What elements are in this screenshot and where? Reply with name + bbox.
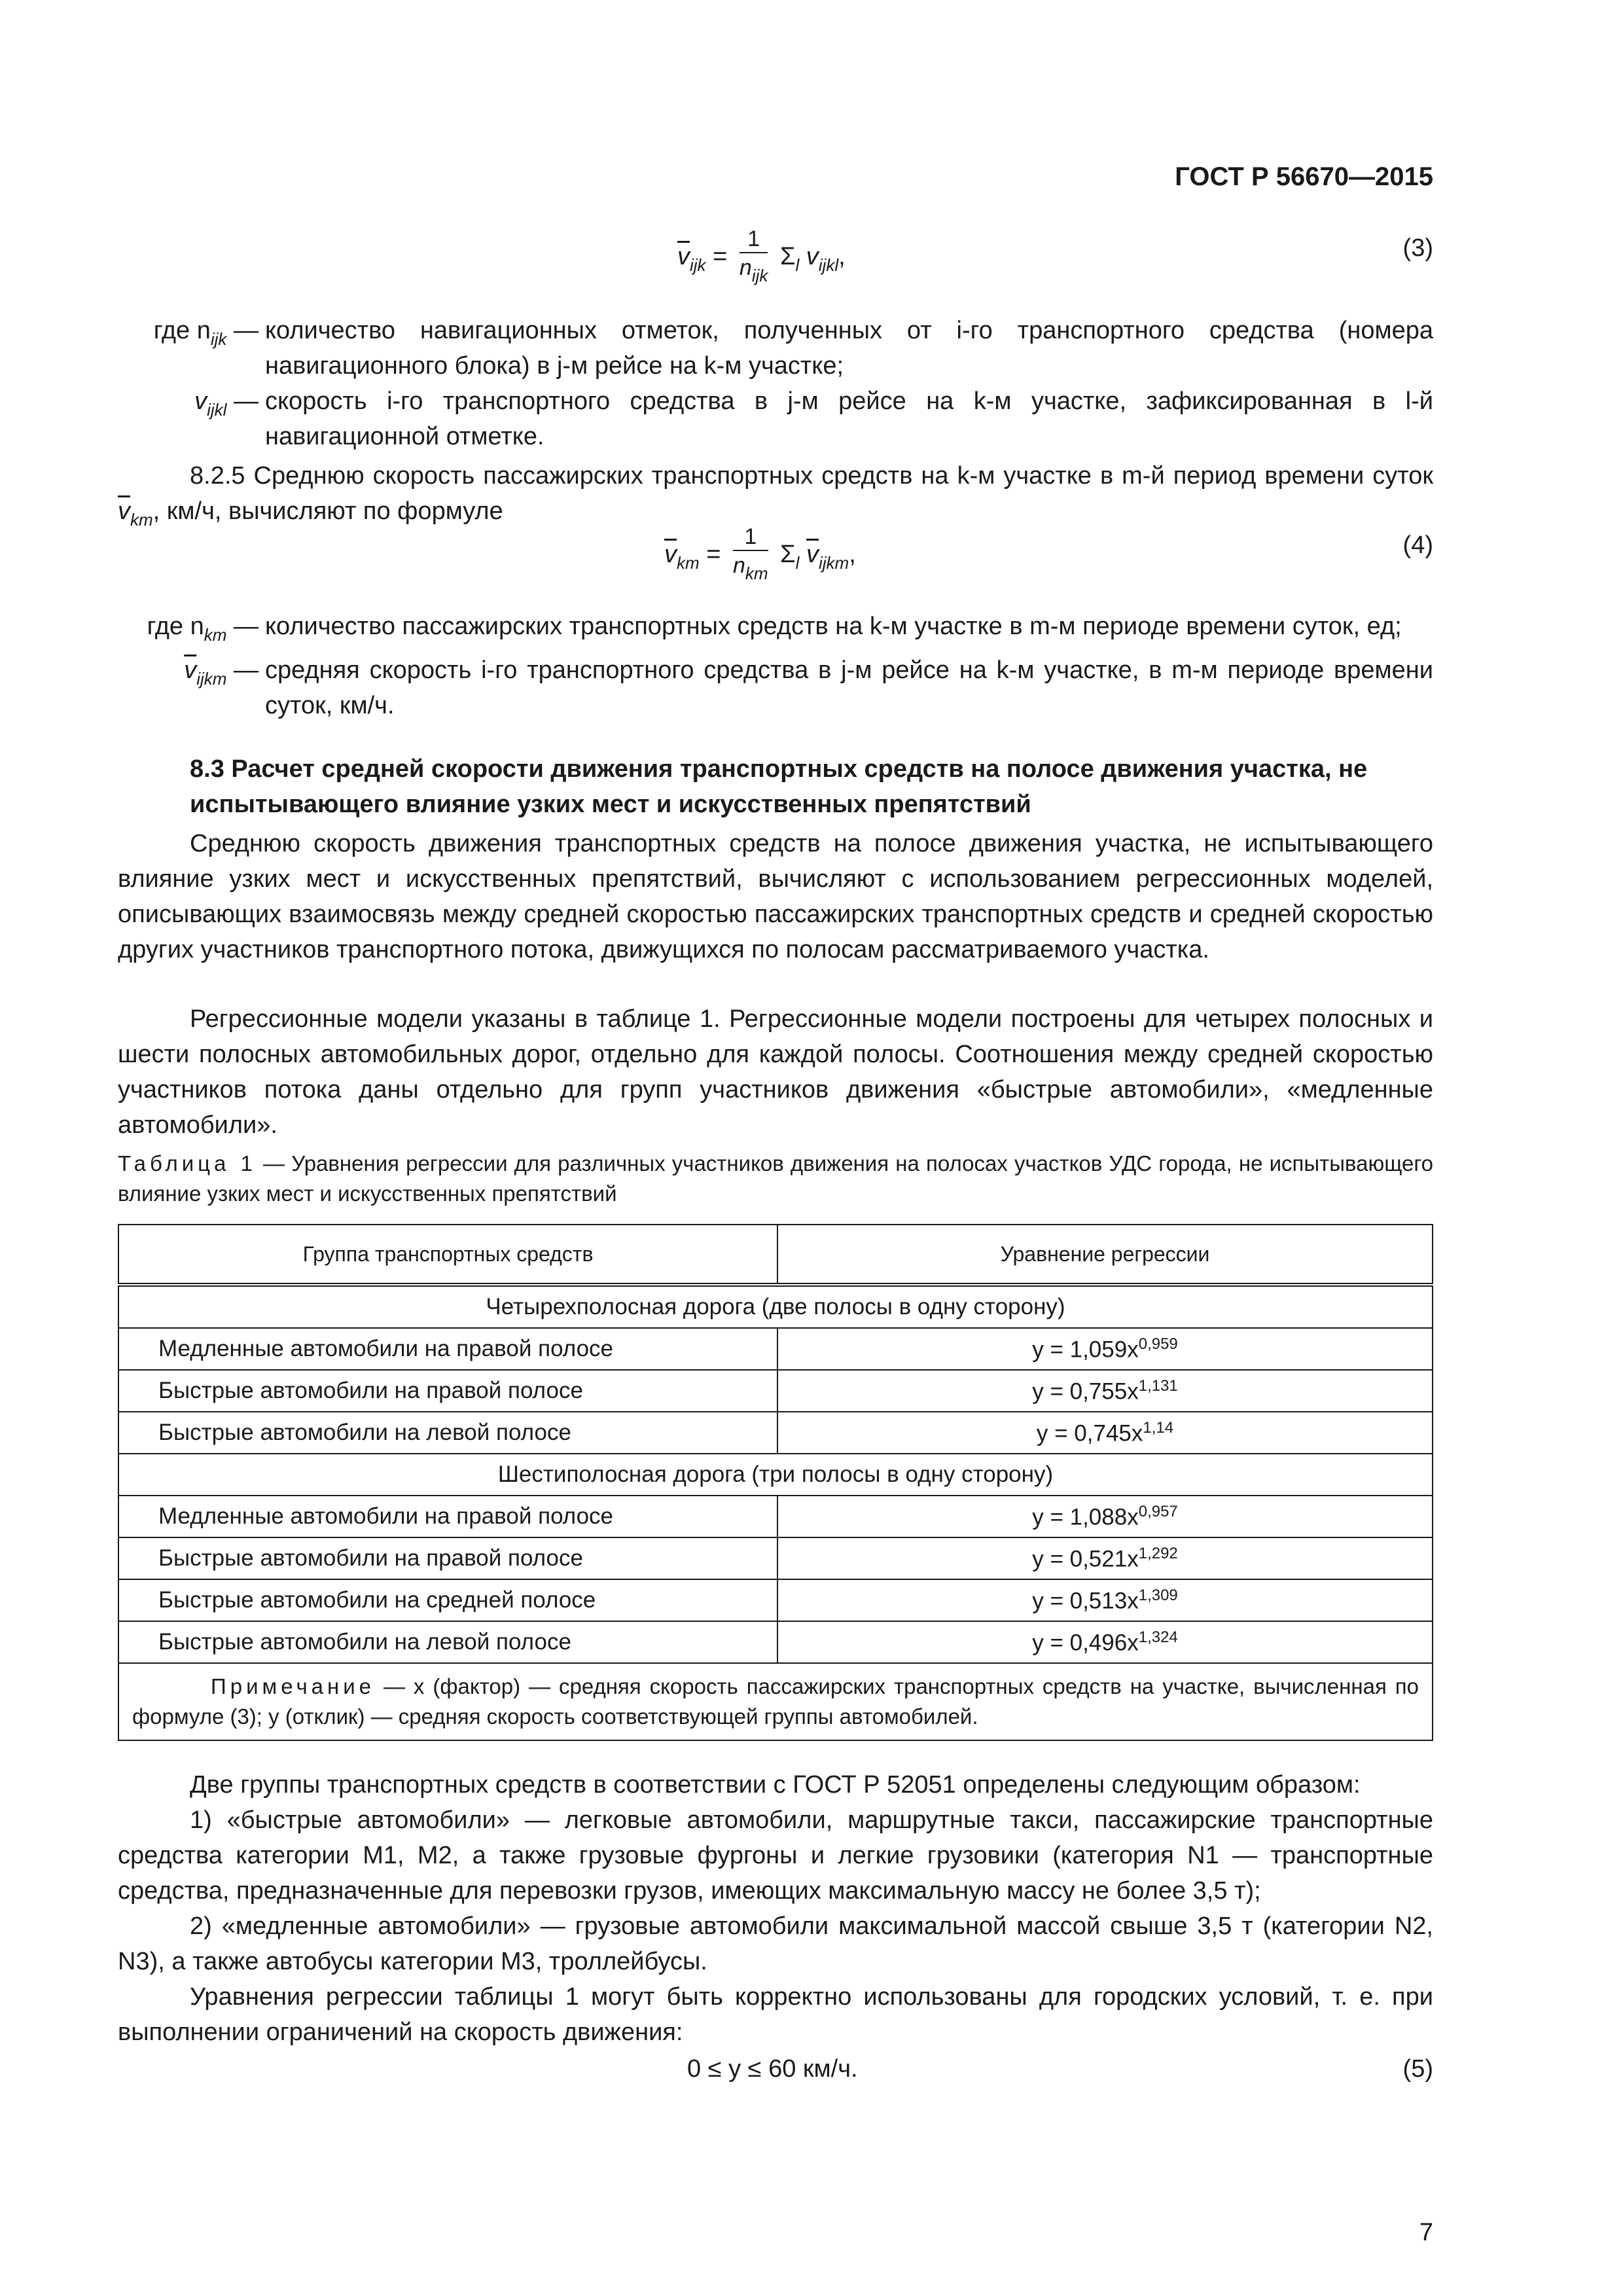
table-caption: Таблица 1 — Уравнения регрессии для различных участников движения на полосах участков УДС города, не испытывающего влияние узких мест и искусственных препятствий xyxy=(118,1151,1433,1206)
body-paragraph: Две группы транспортных средств в соответствии с ГОСТ Р 52051 определены следующим образом: xyxy=(190,1771,1361,1799)
definition-item: где $n_{ijk}$ — количество навигационных отметок, полученных от i-го транспортного средства (номера навигационного блока) в j-м рейсе на k-м участке; xyxy=(153,317,1433,380)
document-page xyxy=(118,0,1433,2296)
table-row: Быстрые автомобили на левой полосе $y = 0,496x^{1,324}$ xyxy=(118,1621,1433,1663)
equation-number-3: (3) xyxy=(1402,234,1433,262)
table-row: Медленные автомобили на правой полосе $y = 1,088x^{0,957}$ xyxy=(118,1496,1433,1537)
document-id: ГОСТ Р 56670—2015 xyxy=(1175,162,1433,191)
page-number: 7 xyxy=(1419,2219,1433,2246)
table-row: Быстрые автомобили на правой полосе $y = 0,521x^{1,292}$ xyxy=(118,1537,1433,1579)
definition-item: где $n_{km}$ — количество пассажирских транспортных средств на k-м участке в m-м периоде времени суток, ед; xyxy=(147,613,1402,645)
table-header-row xyxy=(118,1225,1433,1285)
regression-table xyxy=(118,1224,1433,1741)
equation-number-5: (5) xyxy=(1402,2055,1433,2083)
note-text: — x (фактор) — средняя скорость пассажирских транспортных средств на участке, вычисленная по формуле (3); y (отклик) — средняя скорость соответствующей группы автомобилей. xyxy=(132,1674,1419,1729)
section-paragraph: Среднюю скорость движения транспортных средств на полосе движения участка, не испытывающего влияние узких мест и искусственных препятствий, вычисляют с использованием регрессионных моделей, описывающих взаимосвязь между средней скоростью пассажирских транспортных средств и средней скоростью других участников транспортного потока, движущихся по полосам рассматриваемого участка. xyxy=(118,830,1433,963)
table-row: Быстрые автомобили на левой полосе $y = 0,745x^{1,14}$ xyxy=(118,1412,1433,1454)
definition-item: $v_{ijkl}$ — скорость i-го транспортного средства в j-м рейсе на k-м участке, зафиксированная в l-й навигационной отметке. xyxy=(194,387,1433,450)
formula-5: 0 ≤ у ≤ 60 км/ч. xyxy=(687,2055,858,2083)
table-row: Медленные автомобили на правой полосе $y = 1,059x^{0,959}$ xyxy=(118,1328,1433,1370)
paragraph-8-2-5: 8.2.5 Среднюю скорость пассажирских транспортных средств на k-м участке в m-й период времени суток $\overline{v}_{km}$, км/ч, вычисляют по формуле xyxy=(118,462,1433,529)
table-group-row: Шестиполосная дорога (три полосы в одну сторону) xyxy=(118,1454,1433,1496)
table-note-row xyxy=(118,1663,1433,1740)
formula-4: $\overline{v}_{km}$ = $\frac{1}{n_{km}}$ $\Sigma_l$ $\overline{v}_{ijkm}$, xyxy=(664,524,856,583)
section-title-8-3: 8.3 Расчет средней скорости движения транспортных средств на полосе движения участка, не испытывающего влияние узких мест и искусственных препятствий xyxy=(190,755,1368,818)
table-group-row: Четырехполосная дорога (две полосы в одну сторону) xyxy=(118,1285,1433,1328)
body-paragraph: 1) «быстрые автомобили» — легковые автомобили, маршрутные такси, пассажирские транспортные средства категории М1, М2, а также грузовые фургоны и легкие грузовики (категория N1 — транспортные средства, предназначенные для перевозки грузов, имеющих максимальную массу не более 3,5 т); xyxy=(118,1806,1433,1905)
definitions-list-2 xyxy=(118,609,1433,723)
equation-number-4: (4) xyxy=(1402,531,1433,559)
body-paragraph: 2) «медленные автомобили» — грузовые автомобили максимальной массой свыше 3,5 т (категории N2, N3), а также автобусы категории М3, троллейбусы. xyxy=(118,1912,1433,1975)
column-header: Уравнение регрессии xyxy=(777,1225,1433,1285)
section-paragraph: Регрессионные модели указаны в таблице 1. Регрессионные модели построены для четырех полосных и шести полосных автомобильных дорог, отдельно для каждой полосы. Соотношения между средней скоростью участников потока даны отдельно для групп участников движения «быстрые автомобили», «медленные автомобили». xyxy=(118,1005,1433,1139)
column-header: Группа транспортных средств xyxy=(118,1225,777,1285)
table-row: Быстрые автомобили на средней полосе $y = 0,513x^{1,309}$ xyxy=(118,1579,1433,1621)
body-paragraph: Уравнения регрессии таблицы 1 могут быть корректно использованы для городских условий, т. е. при выполнении ограничений на скорость движения: xyxy=(118,1983,1433,2046)
note-label: Примечание xyxy=(211,1674,376,1698)
formula-3: $\overline{v}_{ijk}$ = $\frac{1}{n_{ijk}}$ $\Sigma_l$ $v_{ijkl}$, xyxy=(677,226,846,285)
definition-item: $\overline{v}_{ijkm}$ — средняя скорость i-го транспортного средства в j-м рейсе на k-м участке, в m-м периоде времени суток, км/ч. xyxy=(184,656,1433,719)
definitions-list-1 xyxy=(118,313,1433,454)
table-row: Быстрые автомобили на правой полосе $y = 0,755x^{1,131}$ xyxy=(118,1370,1433,1412)
